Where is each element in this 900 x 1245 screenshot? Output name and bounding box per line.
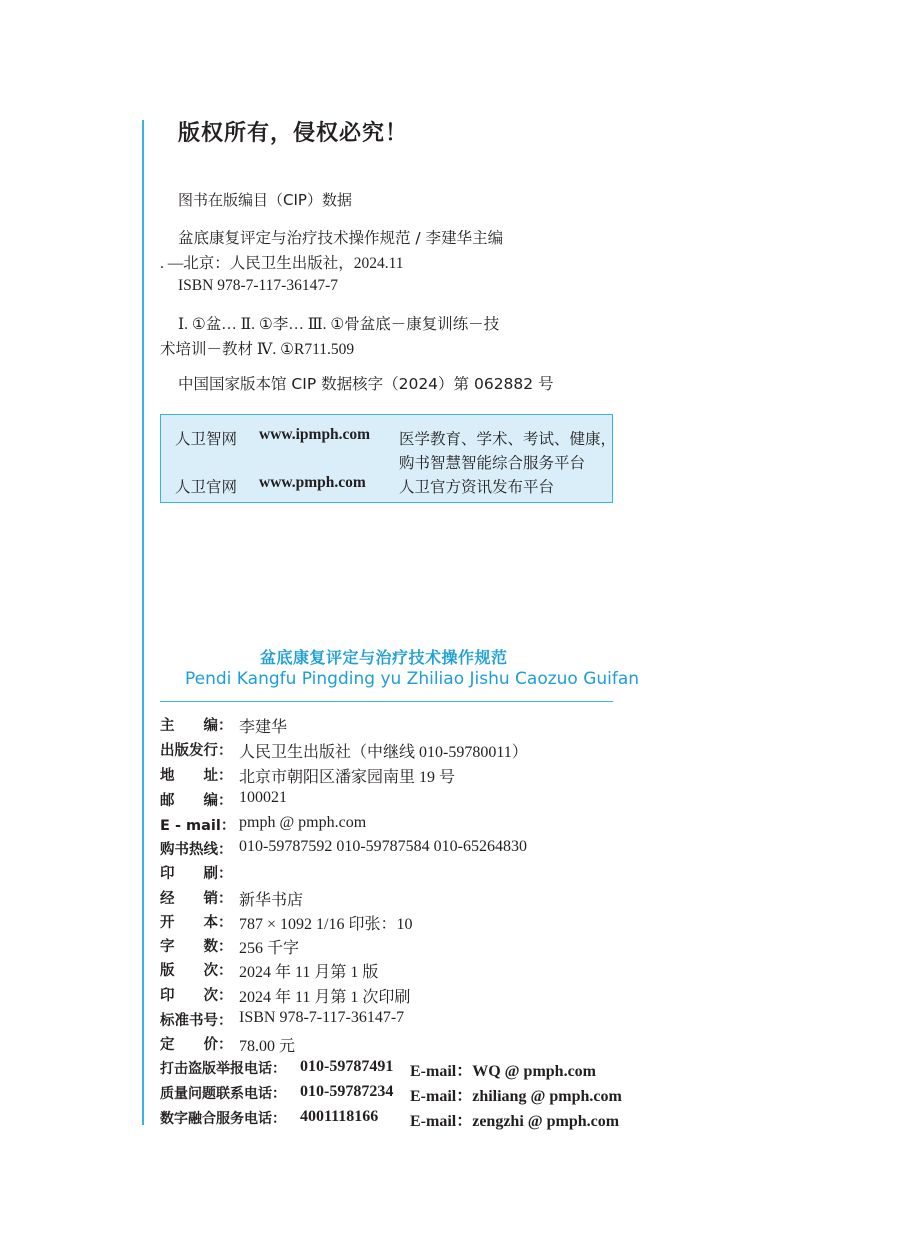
cip-heading: 图书在版编目（CIP）数据 xyxy=(178,191,352,209)
portal-url-link[interactable]: www.ipmph.com xyxy=(259,426,371,443)
book-title-chinese: 盆底康复评定与治疗技术操作规范 xyxy=(260,648,508,667)
info-label: 版 次： xyxy=(160,963,233,979)
info-label: 出版发行： xyxy=(160,743,233,759)
info-value: pmph @ pmph.com xyxy=(239,814,367,831)
info-label: 印 刷： xyxy=(160,866,233,882)
contact-phone: 010-59787234 xyxy=(300,1083,394,1100)
margin-rule xyxy=(142,120,144,1125)
info-label: 地 址： xyxy=(160,768,233,784)
title-rule xyxy=(160,701,613,702)
portal-box xyxy=(160,414,617,503)
info-label: 标准书号： xyxy=(160,1013,233,1029)
info-value: 100021 xyxy=(239,789,287,806)
cip-title-line: 盆底康复评定与治疗技术操作规范 / 李建华主编 xyxy=(178,229,504,247)
info-label: 邮 编： xyxy=(160,793,233,809)
info-label: 开 本： xyxy=(160,915,233,931)
info-value: 78.00 元 xyxy=(239,1038,296,1055)
contact-phone: 010-59787491 xyxy=(300,1058,394,1075)
info-label: 印 次： xyxy=(160,988,233,1004)
contact-label: 数字融合服务电话： xyxy=(160,1111,286,1127)
copyright-notice: 版权所有，侵权必究！ xyxy=(178,121,409,146)
info-value: 李建华 xyxy=(239,719,288,736)
portal-url-link[interactable]: www.pmph.com xyxy=(259,474,366,491)
book-title-pinyin: Pendi Kangfu Pingding yu Zhiliao Jishu Caozuo Guifan xyxy=(185,669,640,689)
info-label: 购书热线： xyxy=(160,842,233,858)
cip-subject-line-2: 术培训－教材 Ⅳ. ①R711.509 xyxy=(160,341,355,358)
contact-label: 打击盗版举报电话： xyxy=(160,1061,286,1077)
portal-name: 人卫智网 xyxy=(175,430,238,448)
info-label: 定 价： xyxy=(160,1037,233,1053)
contact-phone: 4001118166 xyxy=(300,1108,379,1125)
info-label: 经 销： xyxy=(160,891,233,907)
portal-desc: 购书智慧智能综合服务平台 xyxy=(399,454,586,472)
contact-email: E-mail：zengzhi @ pmph.com xyxy=(410,1113,620,1130)
info-label: 字 数： xyxy=(160,939,233,955)
contact-email: E-mail：zhiliang @ pmph.com xyxy=(410,1088,622,1105)
portal-name: 人卫官网 xyxy=(175,478,238,496)
info-value: 人民卫生出版社（中继线 010-59780011） xyxy=(239,744,528,761)
info-label: 主 编： xyxy=(160,718,233,734)
info-value: 2024 年 11 月第 1 次印刷 xyxy=(239,989,411,1006)
info-value: ISBN 978-7-117-36147-7 xyxy=(239,1009,405,1026)
contact-label: 质量问题联系电话： xyxy=(160,1086,286,1102)
info-value: 010-59787592 010-59787584 010-65264830 xyxy=(239,838,527,855)
cip-publisher-line: . —北京：人民卫生出版社，2024.11 xyxy=(160,255,404,272)
contact-email: E-mail：WQ @ pmph.com xyxy=(410,1063,597,1080)
cip-number: 中国国家版本馆 CIP 数据核字（2024）第 062882 号 xyxy=(178,375,554,393)
cip-subject-line-1: Ⅰ. ①盆… Ⅱ. ①李… Ⅲ. ①骨盆底－康复训练－技 xyxy=(178,316,500,333)
info-value: 2024 年 11 月第 1 版 xyxy=(239,964,379,981)
info-value: 新华书店 xyxy=(239,892,304,909)
info-value: 787 × 1092 1/16 印张：10 xyxy=(239,916,413,933)
portal-desc: 医学教育、学术、考试、健康， xyxy=(399,430,617,448)
info-value: 256 千字 xyxy=(239,940,300,957)
cip-isbn-line: ISBN 978-7-117-36147-7 xyxy=(178,277,339,294)
info-label: E - mail： xyxy=(160,818,236,834)
portal-desc: 人卫官方资讯发布平台 xyxy=(399,478,555,496)
info-value: 北京市朝阳区潘家园南里 19 号 xyxy=(239,769,456,786)
